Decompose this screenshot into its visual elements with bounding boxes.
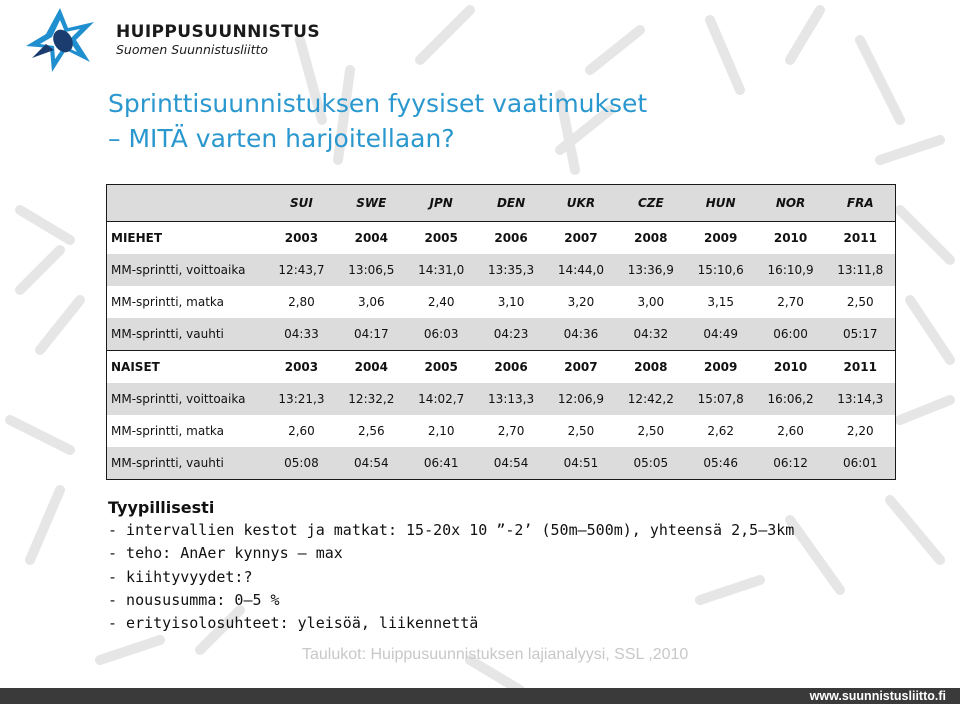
row-label: MM-sprintti, voittoaika — [107, 383, 267, 415]
org-name: HUIPPUSUUNNISTUS — [116, 22, 320, 42]
year-cell: 2003 — [284, 360, 319, 374]
value-cell: 05:05 — [616, 447, 686, 480]
section-label: MIEHET — [111, 231, 163, 245]
row-label: MM-sprintti, matka — [111, 424, 224, 438]
value-cell: 15:10,6 — [686, 254, 756, 286]
value-cell: 2,56 — [357, 424, 385, 438]
value-cell: 3,20 — [567, 295, 595, 309]
year-cell: 2004 — [354, 231, 389, 245]
country-cell: CZE — [616, 185, 686, 222]
country-cell: HUN — [686, 185, 756, 222]
note-line: - kiihtyvyydet:? — [108, 567, 253, 586]
row-label: MM-sprintti, vauhti — [107, 318, 267, 351]
row-label: MM-sprintti, vauhti — [107, 447, 267, 480]
value-cell: 04:36 — [546, 318, 616, 351]
table-row — [107, 254, 896, 286]
table-row — [107, 383, 896, 415]
year-cell: 2004 — [354, 360, 389, 374]
value-cell: 2,80 — [288, 295, 315, 309]
value-cell: 13:11,8 — [826, 254, 896, 286]
results-table — [106, 184, 896, 480]
year-cell: 2010 — [773, 360, 808, 374]
note-line: - noususumma: 0–5 % — [108, 590, 280, 609]
value-cell: 3,15 — [707, 295, 735, 309]
value-cell: 04:51 — [546, 447, 616, 480]
country-cell: NOR — [756, 185, 826, 222]
country-header-row — [107, 185, 896, 222]
value-cell: 2,62 — [707, 424, 735, 438]
value-cell: 13:35,3 — [476, 254, 546, 286]
value-cell: 12:43,7 — [267, 254, 337, 286]
value-cell: 3,10 — [497, 295, 525, 309]
value-cell: 2,50 — [567, 424, 595, 438]
value-cell: 2,60 — [288, 424, 315, 438]
note-line: - teho: AnAer kynnys – max — [108, 544, 343, 563]
notes-block — [108, 496, 794, 635]
year-cell: 2005 — [424, 360, 458, 374]
value-cell: 13:36,9 — [616, 254, 686, 286]
table-row — [107, 318, 896, 351]
year-cell: 2006 — [494, 231, 528, 245]
note-line: - intervallien kestot ja matkat: 15-20x 10 ”-2’ (50m–500m), yhteensä 2,5–3km — [108, 521, 795, 540]
year-cell: 2005 — [424, 231, 458, 245]
men-section-row — [107, 222, 896, 255]
table-row — [107, 447, 896, 480]
value-cell: 2,50 — [846, 295, 874, 309]
title-line-1: Sprinttisuunnistuksen fyysiset vaatimukset — [108, 89, 648, 118]
value-cell: 04:17 — [336, 318, 406, 351]
value-cell: 14:44,0 — [546, 254, 616, 286]
country-cell: DEN — [476, 185, 546, 222]
year-cell: 2009 — [703, 360, 738, 374]
value-cell: 04:54 — [476, 447, 546, 480]
footer-url: www.suunnistusliitto.fi — [809, 689, 946, 703]
year-cell: 2010 — [773, 231, 808, 245]
value-cell: 16:10,9 — [756, 254, 826, 286]
year-cell: 2003 — [284, 231, 319, 245]
country-cell: FRA — [826, 185, 896, 222]
table-row — [107, 286, 896, 318]
row-label: MM-sprintti, matka — [111, 295, 224, 309]
value-cell: 15:07,8 — [686, 383, 756, 415]
year-cell: 2006 — [494, 360, 528, 374]
logo-star-icon — [24, 6, 102, 74]
value-cell: 05:17 — [826, 318, 896, 351]
value-cell: 05:08 — [267, 447, 337, 480]
country-cell: SWE — [336, 185, 406, 222]
value-cell: 2,50 — [637, 424, 665, 438]
value-cell: 06:01 — [826, 447, 896, 480]
value-cell: 3,06 — [357, 295, 385, 309]
value-cell: 12:06,9 — [546, 383, 616, 415]
year-cell: 2011 — [843, 360, 877, 374]
value-cell: 13:14,3 — [826, 383, 896, 415]
women-section-row — [107, 351, 896, 384]
value-cell: 14:31,0 — [406, 254, 476, 286]
value-cell: 13:13,3 — [476, 383, 546, 415]
value-cell: 05:46 — [686, 447, 756, 480]
table-row — [107, 415, 896, 447]
year-cell: 2008 — [634, 231, 668, 245]
value-cell: 2,60 — [777, 424, 804, 438]
source-caption: Taulukot: Huippusuunnistuksen lajianalyysi, SSL ,2010 — [302, 646, 689, 663]
value-cell: 16:06,2 — [756, 383, 826, 415]
value-cell: 2,70 — [497, 424, 525, 438]
year-cell: 2009 — [703, 231, 738, 245]
value-cell: 13:21,3 — [267, 383, 337, 415]
country-cell: SUI — [267, 185, 337, 222]
year-cell: 2007 — [564, 231, 598, 245]
value-cell: 14:02,7 — [406, 383, 476, 415]
year-cell: 2008 — [634, 360, 668, 374]
value-cell: 3,00 — [637, 295, 665, 309]
value-cell: 04:32 — [616, 318, 686, 351]
row-label: MM-sprintti, voittoaika — [107, 254, 267, 286]
value-cell: 04:33 — [267, 318, 337, 351]
value-cell: 06:03 — [406, 318, 476, 351]
value-cell: 06:41 — [406, 447, 476, 480]
header-blank-cell — [107, 185, 267, 222]
year-cell: 2007 — [564, 360, 598, 374]
year-cell: 2011 — [843, 231, 877, 245]
value-cell: 12:32,2 — [336, 383, 406, 415]
value-cell: 2,20 — [846, 424, 874, 438]
section-label: NAISET — [111, 360, 160, 374]
value-cell: 06:12 — [756, 447, 826, 480]
value-cell: 04:23 — [476, 318, 546, 351]
country-cell: UKR — [546, 185, 616, 222]
value-cell: 06:00 — [756, 318, 826, 351]
notes-heading: Tyypillisesti — [108, 498, 215, 517]
value-cell: 12:42,2 — [616, 383, 686, 415]
value-cell: 2,70 — [777, 295, 804, 309]
slide-title — [108, 86, 647, 156]
value-cell: 2,10 — [427, 424, 455, 438]
value-cell: 04:49 — [686, 318, 756, 351]
org-subtitle: Suomen Suunnistusliitto — [116, 42, 269, 57]
note-line: - erityisolosuhteet: yleisöä, liikennettä — [108, 614, 479, 633]
value-cell: 2,40 — [427, 295, 455, 309]
value-cell: 13:06,5 — [336, 254, 406, 286]
title-line-2: – MITÄ varten harjoitellaan? — [108, 124, 455, 153]
value-cell: 04:54 — [336, 447, 406, 480]
country-cell: JPN — [406, 185, 476, 222]
